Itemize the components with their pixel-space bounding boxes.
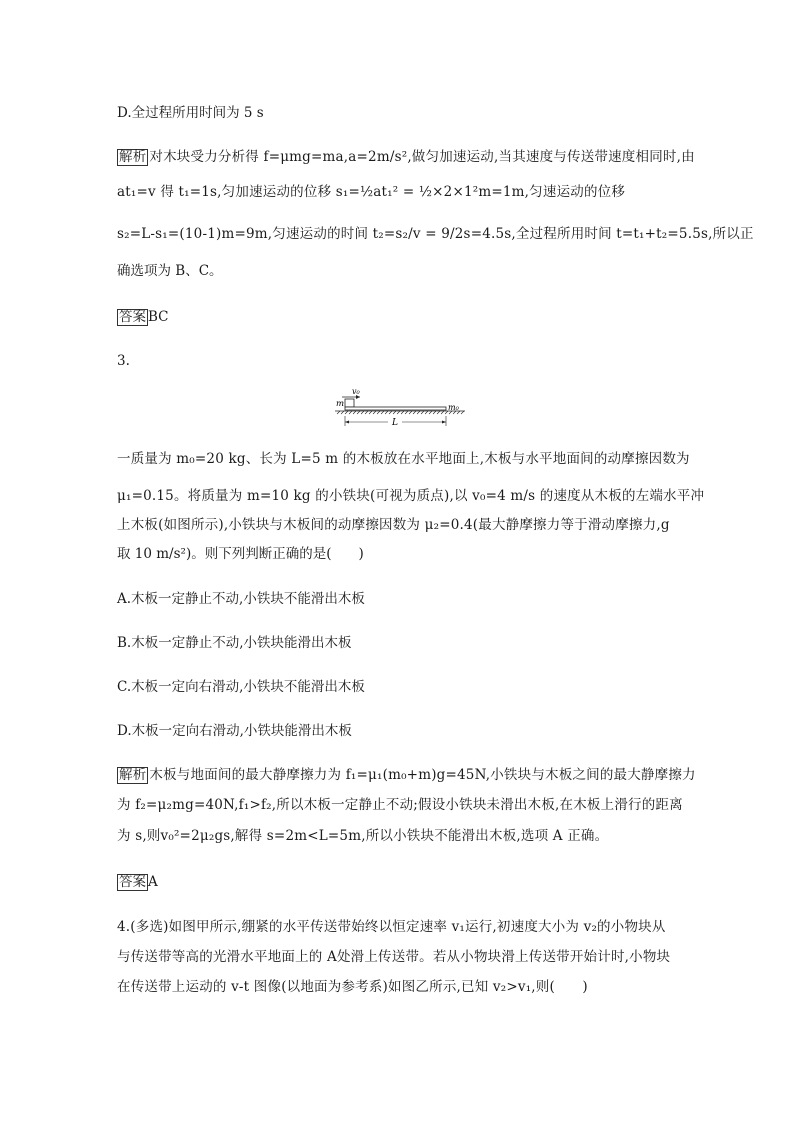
ground-hatching: [337, 411, 464, 414]
q2-option-d: D.全过程所用时间为 5 s: [117, 105, 264, 121]
q2-answer-line: [117, 308, 169, 326]
length-arrowhead-left: [345, 421, 349, 424]
q3-number: 3.: [117, 353, 130, 369]
q3-analysis-line-1: [117, 766, 696, 784]
label-L: L: [392, 418, 398, 428]
q3-option-a: A.木板一定静止不动,小铁块不能滑出木板: [117, 591, 365, 607]
q4-stem-line-1: 4.(多选)如图甲所示,绷紧的水平传送带始终以恒定速率 v₁运行,初速度大小为 v₂的小物块从: [117, 919, 666, 935]
analysis-tag: 解析: [119, 149, 147, 165]
answer-tag: 答案: [119, 874, 146, 890]
q3-analysis-line-3: 为 s,则v₀²=2μ₂gs,解得 s=2m<L=5m,所以小铁块不能滑出木板,选项 A 正确。: [117, 828, 609, 844]
q4-stem-line-3: 在传送带上运动的 v-t 图像(以地面为参考系)如图乙所示,已知 v₂>v₁,则( ): [117, 979, 588, 995]
q2-analysis-line-4: 确选项为 B、C。: [117, 263, 223, 279]
q2-analysis-text-1: 对木块受力分析得 f=μmg=ma,a=2m/s²,做匀加速运动,当其速度与传送带速度相同时,由: [149, 149, 695, 165]
q3-stem-line-1: 一质量为 m₀=20 kg、长为 L=5 m 的木板放在水平地面上,木板与水平地面间的动摩擦因数为: [117, 451, 690, 467]
q3-answer-line: [117, 873, 158, 891]
length-arrowhead-right: [442, 421, 446, 424]
q2-analysis-line-3: s₂=L-s₁=(10-1)m=9m,匀速运动的时间 t₂=s₂/v = 9/2s=4.5s,全过程所用时间 t=t₁+t₂=5.5s,所以正: [117, 226, 754, 242]
label-m0: m₀: [448, 403, 459, 412]
q3-option-b: B.木板一定静止不动,小铁块能滑出木板: [117, 635, 352, 651]
label-v0: v₀: [352, 387, 360, 396]
q3-option-c: C.木板一定向右滑动,小铁块不能滑出木板: [117, 679, 365, 695]
q2-answer-value: BC: [148, 309, 169, 325]
q4-stem-line-2: 与传送带等高的光滑水平地面上的 A处滑上传送带。若从小物块滑上传送带开始计时,小物块: [117, 949, 671, 965]
wooden-board: [345, 407, 446, 410]
q2-analysis-line-1: [117, 148, 695, 166]
q3-stem-line-3: 上木板(如图所示),小铁块与木板间的动摩擦因数为 μ₂=0.4(最大静摩擦力等于滑动摩擦力,g: [117, 517, 670, 533]
label-m: m: [336, 399, 345, 409]
q3-stem-line-4: 取 10 m/s²)。则下列判断正确的是( ): [117, 546, 364, 562]
q3-option-d: D.木板一定向右滑动,小铁块能滑出木板: [117, 723, 352, 739]
q2-analysis-line-2: at₁=v 得 t₁=1s,匀加速运动的位移 s₁=½at₁² = ½×2×1²m=1m,匀速运动的位移: [117, 184, 626, 200]
q3-analysis-text-1: 木板与地面间的最大静摩擦力为 f₁=μ₁(m₀+m)g=45N,小铁块与木板之间的最大静摩擦力: [149, 767, 696, 783]
q3-answer-value: A: [148, 874, 158, 890]
q3-analysis-line-2: 为 f₂=μ₂mg=40N,f₁>f₂,所以木板一定静止不动;假设小铁块未滑出木板,在木板上滑行的距离: [117, 797, 683, 813]
q3-stem-line-2: μ₁=0.15。将质量为 m=10 kg 的小铁块(可视为质点),以 v₀=4 m/s 的速度从木板的左端水平冲: [117, 488, 705, 504]
answer-tag: 答案: [119, 309, 146, 325]
iron-block: [345, 399, 354, 407]
board-block-diagram: [330, 382, 470, 432]
analysis-tag: 解析: [119, 767, 147, 783]
